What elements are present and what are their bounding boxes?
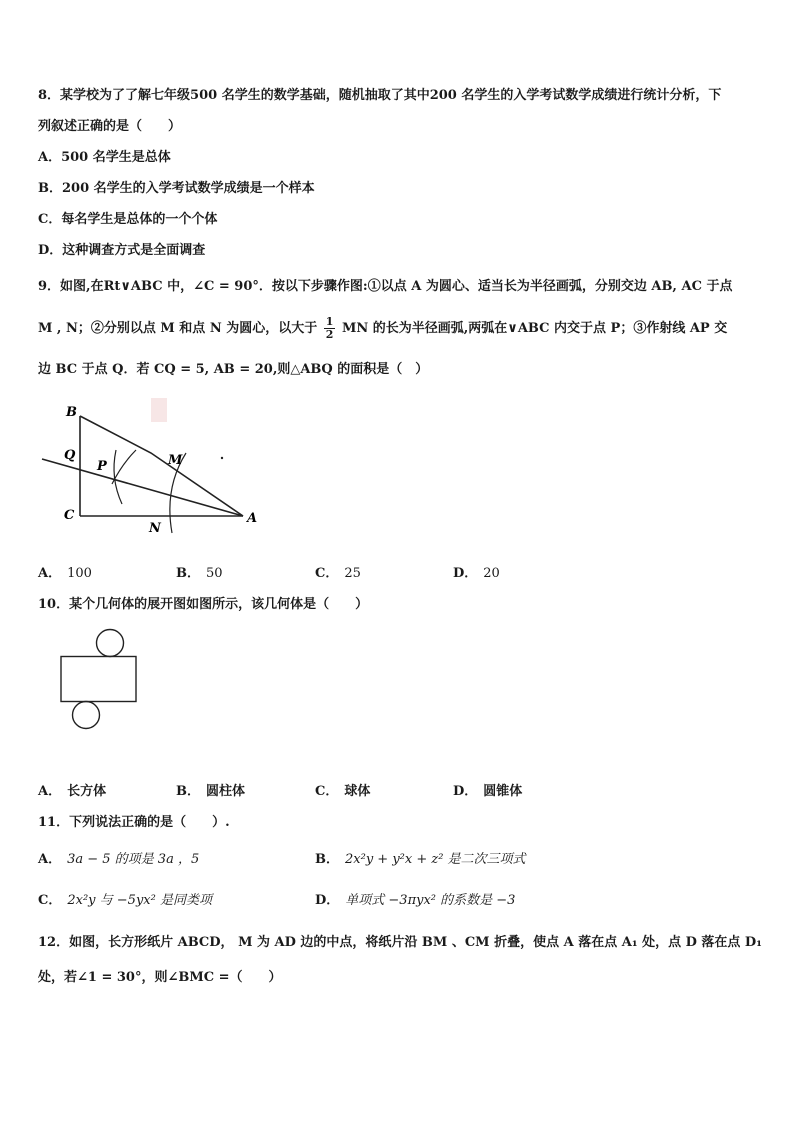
q10-option-a[interactable]: A． 长方体 <box>38 784 107 799</box>
top-circle <box>97 630 124 657</box>
q8-option-a[interactable]: A．500 名学生是总体 <box>38 150 171 165</box>
fraction-one-half: $\frac{1}{2}$ <box>325 315 334 341</box>
smudge-mark <box>151 398 167 422</box>
label-m: M <box>168 453 183 468</box>
q10-line1: 10．某个几何体的展开图如图所示，该几何体是（ ） <box>38 597 369 612</box>
q8-option-b[interactable]: B．200 名学生的入学考试数学成绩是一个样本 <box>38 181 315 196</box>
label-b: B <box>66 405 77 420</box>
label-a: A <box>247 511 258 526</box>
rectangle-face <box>61 657 136 702</box>
q9-option-c[interactable]: C． 25 <box>315 566 361 581</box>
q9-triangle-figure <box>36 398 276 548</box>
q12-line1: 12．如图，长方形纸片 ABCD， M 为 AD 边的中点，将纸片沿 BM 、CM 折叠，使点 A 落在点 A₁ 处，点 D 落在点 D₁ <box>38 935 762 950</box>
q9-line3: 边 BC 于点 Q．若 CQ = 5, AB = 20,则△ABQ 的面积是（ ） <box>38 362 429 377</box>
q10-option-d[interactable]: D． 圆锥体 <box>453 784 523 799</box>
dot-mark <box>221 457 223 459</box>
q12-line2: 处，若∠1 = 30°，则∠BMC =（ ） <box>38 970 282 985</box>
q9-line2: M , N；②分别以点 M 和点 N 为圆心，以大于 $\frac{1}{2}$ MN 的长为半径画弧,两弧在∨ABC 内交于点 P；③作射线 AP 交 <box>38 315 728 341</box>
q11-line1: 11．下列说法正确的是（ ）. <box>38 815 230 830</box>
q10-net-figure <box>58 628 142 732</box>
label-q: Q <box>64 448 76 463</box>
bottom-circle <box>73 702 100 729</box>
q11-option-a[interactable]: A． 3a − 5 的项是 3a ，5 <box>38 852 200 867</box>
q9-option-a[interactable]: A． 100 <box>38 566 92 581</box>
q9-option-d[interactable]: D． 20 <box>453 566 500 581</box>
label-c: C <box>64 508 75 523</box>
q8-option-d[interactable]: D．这种调查方式是全面调查 <box>38 243 206 258</box>
q8-option-c[interactable]: C．每名学生是总体的一个个体 <box>38 212 218 227</box>
q11-option-b[interactable]: B． 2x²y + y²x + z² 是二次三项式 <box>315 852 526 867</box>
q9-line1: 9．如图,在Rt∨ABC 中，∠C = 90°．按以下步骤作图:①以点 A 为圆心、适当长为半径画弧，分别交边 AB, AC 于点 <box>38 279 733 294</box>
q8-line2: 列叙述正确的是（ ） <box>38 119 182 134</box>
label-p: P <box>97 459 107 474</box>
q8-line1: 8．某学校为了了解七年级500 名学生的数学基础，随机抽取了其中200 名学生的入学考试数学成绩进行统计分析，下 <box>38 88 722 103</box>
q10-option-b[interactable]: B． 圆柱体 <box>176 784 246 799</box>
label-n: N <box>149 521 161 536</box>
q11-option-d[interactable]: D． 单项式 −3πyx² 的系数是 −3 <box>315 893 516 908</box>
q10-option-c[interactable]: C． 球体 <box>315 784 371 799</box>
q11-option-c[interactable]: C． 2x²y 与 −5yx² 是同类项 <box>38 893 212 908</box>
q9-option-b[interactable]: B． 50 <box>176 566 223 581</box>
